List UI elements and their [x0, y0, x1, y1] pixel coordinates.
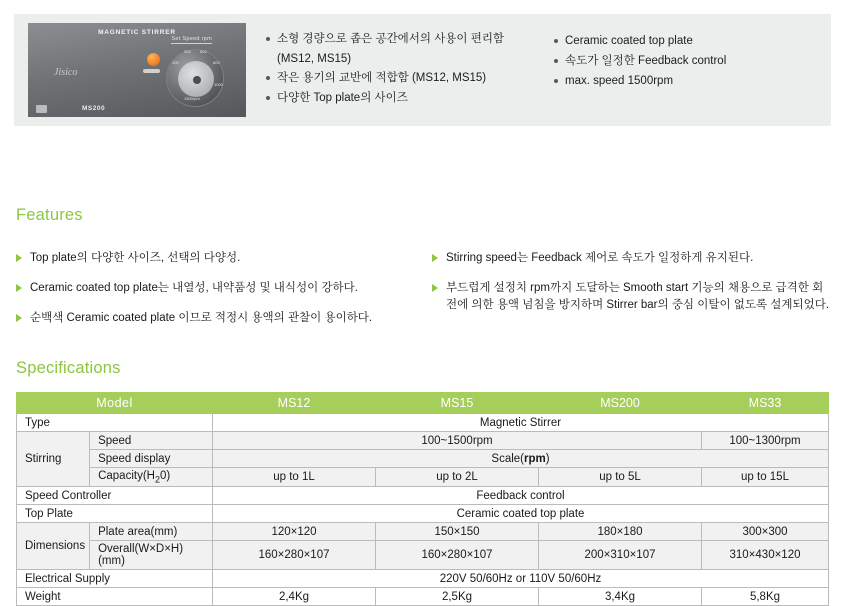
- capacity-suffix: 0): [159, 470, 171, 482]
- scale-suffix: ): [545, 452, 550, 465]
- header-model: Model: [17, 393, 213, 414]
- banner-bullets-right: [554, 32, 824, 92]
- cell-plate-area-ms33: 300×300: [702, 523, 829, 541]
- row-label-plate-area: Plate area(mm): [90, 523, 213, 541]
- row-label-speed: Speed: [90, 432, 213, 450]
- table-row: [17, 570, 829, 588]
- capacity-subscript: 2: [154, 474, 160, 485]
- cell-weight-ms200: 3,4Kg: [539, 588, 702, 606]
- row-label-capacity: [90, 468, 213, 487]
- cell-plate-area-ms12: 120×120: [213, 523, 376, 541]
- cell-overall-ms33: 310×430×120: [702, 541, 829, 570]
- set-speed-label: Set Speed rpm: [171, 36, 212, 42]
- header-ms12: MS12: [213, 393, 376, 414]
- scale-tick-0: 100: [172, 60, 179, 65]
- banner-bullet-item: 작은 용기의 교반에 적합함 (MS12, MS15): [266, 69, 536, 88]
- row-label-weight: Weight: [17, 588, 213, 606]
- cell-electrical-supply-value: 220V 50/60Hz or 110V 50/60Hz: [213, 570, 829, 588]
- row-label-electrical-supply: Electrical Supply: [17, 570, 213, 588]
- feature-item: Top plate의 다양한 사이즈, 선택의 다양성.: [16, 250, 426, 267]
- cell-capacity-ms15: up to 2L: [376, 468, 539, 487]
- row-label-type: Type: [17, 414, 213, 432]
- cell-plate-area-ms15: 150×150: [376, 523, 539, 541]
- row-label-dimensions: Dimensions: [17, 523, 90, 570]
- banner-bullet-item: 다양한 Top plate의 사이즈: [266, 89, 536, 108]
- features-section-title: Features: [16, 206, 83, 224]
- product-banner: [14, 14, 831, 126]
- photo-brand-label: Jisico: [54, 67, 78, 78]
- cell-overall-ms200: 200×310×107: [539, 541, 702, 570]
- cell-capacity-ms200: up to 5L: [539, 468, 702, 487]
- row-label-overall: Overall(W×D×H)(mm): [90, 541, 213, 570]
- banner-bullet-item: Ceramic coated top plate: [554, 32, 824, 51]
- banner-bullet-item: 속도가 일정한 Feedback control: [554, 52, 824, 71]
- banner-bullet-subline: (MS12, MS15): [277, 53, 352, 65]
- banner-bullets-left: [266, 30, 536, 109]
- table-header-row: [17, 393, 829, 414]
- banner-bullet-item: max. speed 1500rpm: [554, 72, 824, 91]
- row-label-speed-display: Speed display: [90, 450, 213, 468]
- scale-tick-2: 500: [200, 49, 207, 54]
- features-list-right: [432, 250, 832, 327]
- photo-model-label: MS200: [82, 105, 106, 112]
- cell-weight-ms33: 5,8Kg: [702, 588, 829, 606]
- cell-speed-range-2: 100~1300rpm: [702, 432, 829, 450]
- header-ms15: MS15: [376, 393, 539, 414]
- specifications-table: [16, 392, 829, 606]
- cell-top-plate-value: Ceramic coated top plate: [213, 505, 829, 523]
- scale-unit: rpm: [524, 452, 546, 465]
- table-row: [17, 505, 829, 523]
- row-label-speed-controller: Speed Controller: [17, 487, 213, 505]
- cell-plate-area-ms200: 180×180: [539, 523, 702, 541]
- table-row: [17, 541, 829, 570]
- scale-prefix: Scale(: [491, 452, 525, 465]
- power-plug-icon: [36, 105, 47, 113]
- capacity-prefix: Capacity(H: [98, 470, 155, 482]
- cell-overall-ms15: 160×280×107: [376, 541, 539, 570]
- header-ms200: MS200: [539, 393, 702, 414]
- row-label-top-plate: Top Plate: [17, 505, 213, 523]
- features-list-left: [16, 250, 426, 340]
- cell-weight-ms12: 2,4Kg: [213, 588, 376, 606]
- header-ms33: MS33: [702, 393, 829, 414]
- cell-capacity-ms33: up to 15L: [702, 468, 829, 487]
- table-row: [17, 414, 829, 432]
- table-row: [17, 588, 829, 606]
- feature-item: 순백색 Ceramic coated plate 이므로 적정시 용액의 관찰이 용이하다.: [16, 310, 426, 327]
- table-row: [17, 450, 829, 468]
- scale-tick-4: 1000: [214, 82, 223, 87]
- cell-capacity-ms12: up to 1L: [213, 468, 376, 487]
- cell-speed-controller-value: Feedback control: [213, 487, 829, 505]
- cell-speed-display-value: [213, 450, 829, 468]
- cell-type-value: Magnetic Stirrer: [213, 414, 829, 432]
- cell-speed-range-1: 100~1500rpm: [213, 432, 702, 450]
- cell-weight-ms15: 2,5Kg: [376, 588, 539, 606]
- scale-tick-3: 800: [213, 60, 220, 65]
- table-row: [17, 523, 829, 541]
- scale-tick-1: 300: [184, 49, 191, 54]
- cell-overall-ms12: 160×280×107: [213, 541, 376, 570]
- table-row: [17, 468, 829, 487]
- row-label-stirring: Stirring: [17, 432, 90, 487]
- feature-item: 부드럽게 설정치 rpm까지 도달하는 Smooth start 기능의 채용으로 급격한 회전에 의한 용액 넘침을 방지하며 Stirrer bar의 중심 이탈이 없도록 설계되었다.: [432, 280, 832, 314]
- stir-bar-icon: [147, 53, 160, 66]
- product-photo: [28, 23, 246, 117]
- speed-scale: [168, 48, 222, 102]
- scale-tick-5: 1500rpm: [184, 96, 200, 101]
- table-row: [17, 432, 829, 450]
- top-plate-edge: [143, 69, 160, 73]
- table-row: [17, 487, 829, 505]
- specifications-section-title: Specifications: [16, 359, 121, 377]
- banner-bullet-item: 소형 경량으로 좁은 공간에서의 사용이 편리함: [266, 30, 536, 49]
- feature-item: Stirring speed는 Feedback 제어로 속도가 일정하게 유지된다.: [432, 250, 832, 267]
- feature-item: Ceramic coated top plate는 내열성, 내약품성 및 내식성이 강하다.: [16, 280, 426, 297]
- photo-title-label: MAGNETIC STIRRER: [98, 29, 176, 36]
